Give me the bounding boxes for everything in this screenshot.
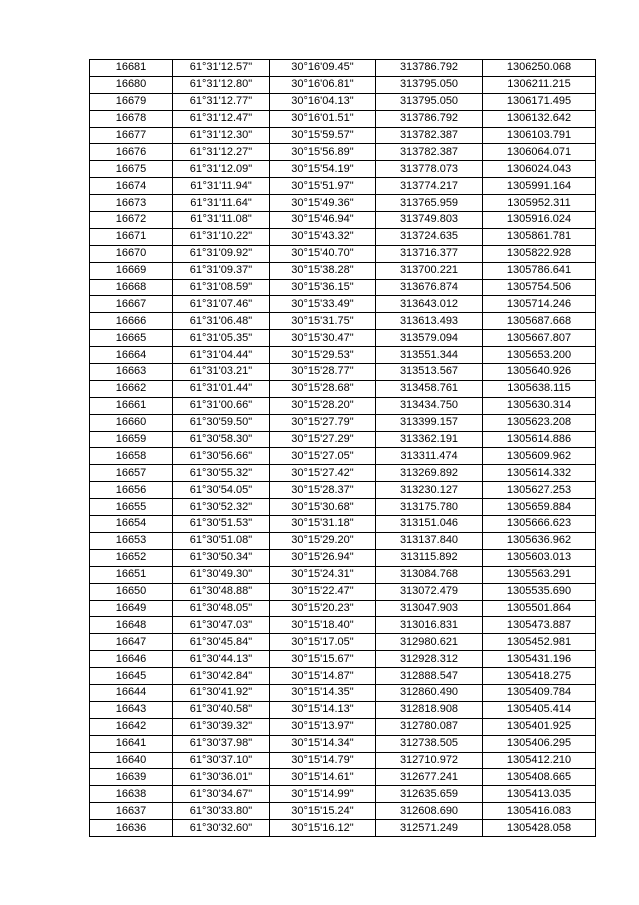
longitude-cell: 30°15'56.89" <box>270 144 376 161</box>
x-coordinate-cell: 313765.959 <box>376 195 483 212</box>
longitude-cell: 30°15'27.29" <box>270 431 376 448</box>
longitude-cell: 30°15'27.05" <box>270 448 376 465</box>
x-coordinate-cell: 312928.312 <box>376 651 483 668</box>
x-coordinate-cell: 313084.768 <box>376 566 483 583</box>
longitude-cell: 30°15'28.20" <box>270 397 376 414</box>
x-coordinate-cell: 313362.191 <box>376 431 483 448</box>
point-number-cell: 16651 <box>90 566 173 583</box>
table-row <box>90 549 596 566</box>
y-coordinate-cell: 1305401.925 <box>483 718 596 735</box>
longitude-cell: 30°15'54.19" <box>270 161 376 178</box>
longitude-cell: 30°15'59.57" <box>270 127 376 144</box>
latitude-cell: 61°30'40.58" <box>173 701 270 718</box>
latitude-cell: 61°30'52.32" <box>173 499 270 516</box>
table-row <box>90 414 596 431</box>
latitude-cell: 61°31'03.21" <box>173 364 270 381</box>
longitude-cell: 30°15'46.94" <box>270 212 376 229</box>
point-number-cell: 16663 <box>90 364 173 381</box>
y-coordinate-cell: 1306250.068 <box>483 60 596 77</box>
latitude-cell: 61°31'09.37" <box>173 262 270 279</box>
longitude-cell: 30°15'17.05" <box>270 634 376 651</box>
table-row <box>90 735 596 752</box>
longitude-cell: 30°15'30.47" <box>270 330 376 347</box>
point-number-cell: 16641 <box>90 735 173 752</box>
table-row <box>90 313 596 330</box>
latitude-cell: 61°31'12.09" <box>173 161 270 178</box>
x-coordinate-cell: 313047.903 <box>376 600 483 617</box>
coordinates-table-body <box>90 60 596 837</box>
longitude-cell: 30°15'14.87" <box>270 668 376 685</box>
table-row <box>90 60 596 77</box>
y-coordinate-cell: 1305952.311 <box>483 195 596 212</box>
x-coordinate-cell: 312818.908 <box>376 701 483 718</box>
latitude-cell: 61°31'08.59" <box>173 279 270 296</box>
x-coordinate-cell: 313551.344 <box>376 347 483 364</box>
x-coordinate-cell: 312888.547 <box>376 668 483 685</box>
table-row <box>90 769 596 786</box>
y-coordinate-cell: 1305563.291 <box>483 566 596 583</box>
x-coordinate-cell: 312738.505 <box>376 735 483 752</box>
table-row <box>90 228 596 245</box>
point-number-cell: 16669 <box>90 262 173 279</box>
x-coordinate-cell: 313269.892 <box>376 465 483 482</box>
longitude-cell: 30°15'14.99" <box>270 786 376 803</box>
point-number-cell: 16639 <box>90 769 173 786</box>
table-row <box>90 296 596 313</box>
table-row <box>90 397 596 414</box>
longitude-cell: 30°15'30.68" <box>270 499 376 516</box>
longitude-cell: 30°15'36.15" <box>270 279 376 296</box>
y-coordinate-cell: 1305640.926 <box>483 364 596 381</box>
latitude-cell: 61°30'48.88" <box>173 583 270 600</box>
table-row <box>90 279 596 296</box>
y-coordinate-cell: 1305413.035 <box>483 786 596 803</box>
x-coordinate-cell: 313782.387 <box>376 144 483 161</box>
latitude-cell: 61°30'51.08" <box>173 532 270 549</box>
x-coordinate-cell: 312571.249 <box>376 820 483 837</box>
longitude-cell: 30°15'14.13" <box>270 701 376 718</box>
longitude-cell: 30°16'06.81" <box>270 76 376 93</box>
longitude-cell: 30°15'18.40" <box>270 617 376 634</box>
y-coordinate-cell: 1305609.962 <box>483 448 596 465</box>
longitude-cell: 30°15'27.79" <box>270 414 376 431</box>
point-number-cell: 16648 <box>90 617 173 634</box>
x-coordinate-cell: 313115.892 <box>376 549 483 566</box>
x-coordinate-cell: 313782.387 <box>376 127 483 144</box>
table-row <box>90 583 596 600</box>
y-coordinate-cell: 1305627.253 <box>483 482 596 499</box>
latitude-cell: 61°31'12.27" <box>173 144 270 161</box>
x-coordinate-cell: 313795.050 <box>376 76 483 93</box>
point-number-cell: 16642 <box>90 718 173 735</box>
longitude-cell: 30°15'28.37" <box>270 482 376 499</box>
point-number-cell: 16664 <box>90 347 173 364</box>
x-coordinate-cell: 313434.750 <box>376 397 483 414</box>
table-row <box>90 76 596 93</box>
latitude-cell: 61°31'11.08" <box>173 212 270 229</box>
table-row <box>90 516 596 533</box>
table-row <box>90 701 596 718</box>
longitude-cell: 30°15'49.36" <box>270 195 376 212</box>
latitude-cell: 61°30'33.80" <box>173 803 270 820</box>
longitude-cell: 30°15'20.23" <box>270 600 376 617</box>
x-coordinate-cell: 313072.479 <box>376 583 483 600</box>
latitude-cell: 61°30'37.10" <box>173 752 270 769</box>
latitude-cell: 61°30'44.13" <box>173 651 270 668</box>
point-number-cell: 16636 <box>90 820 173 837</box>
latitude-cell: 61°30'39.32" <box>173 718 270 735</box>
table-row <box>90 110 596 127</box>
table-row <box>90 752 596 769</box>
y-coordinate-cell: 1305406.295 <box>483 735 596 752</box>
table-row <box>90 93 596 110</box>
table-row <box>90 178 596 195</box>
point-number-cell: 16675 <box>90 161 173 178</box>
x-coordinate-cell: 313749.803 <box>376 212 483 229</box>
latitude-cell: 61°30'56.66" <box>173 448 270 465</box>
point-number-cell: 16662 <box>90 380 173 397</box>
longitude-cell: 30°15'14.79" <box>270 752 376 769</box>
table-row <box>90 161 596 178</box>
table-row <box>90 482 596 499</box>
x-coordinate-cell: 313230.127 <box>376 482 483 499</box>
latitude-cell: 61°30'58.30" <box>173 431 270 448</box>
table-row <box>90 364 596 381</box>
latitude-cell: 61°30'59.50" <box>173 414 270 431</box>
x-coordinate-cell: 313579.094 <box>376 330 483 347</box>
y-coordinate-cell: 1305653.200 <box>483 347 596 364</box>
x-coordinate-cell: 312677.241 <box>376 769 483 786</box>
longitude-cell: 30°15'13.97" <box>270 718 376 735</box>
latitude-cell: 61°31'04.44" <box>173 347 270 364</box>
latitude-cell: 61°30'49.30" <box>173 566 270 583</box>
x-coordinate-cell: 313795.050 <box>376 93 483 110</box>
x-coordinate-cell: 312710.972 <box>376 752 483 769</box>
x-coordinate-cell: 313774.217 <box>376 178 483 195</box>
point-number-cell: 16654 <box>90 516 173 533</box>
y-coordinate-cell: 1305473.887 <box>483 617 596 634</box>
x-coordinate-cell: 313786.792 <box>376 60 483 77</box>
x-coordinate-cell: 313137.840 <box>376 532 483 549</box>
y-coordinate-cell: 1305666.623 <box>483 516 596 533</box>
table-row <box>90 532 596 549</box>
longitude-cell: 30°15'15.67" <box>270 651 376 668</box>
point-number-cell: 16658 <box>90 448 173 465</box>
table-row <box>90 330 596 347</box>
y-coordinate-cell: 1305786.641 <box>483 262 596 279</box>
point-number-cell: 16665 <box>90 330 173 347</box>
table-row <box>90 499 596 516</box>
latitude-cell: 61°30'48.05" <box>173 600 270 617</box>
y-coordinate-cell: 1306211.215 <box>483 76 596 93</box>
latitude-cell: 61°30'41.92" <box>173 684 270 701</box>
y-coordinate-cell: 1305659.884 <box>483 499 596 516</box>
x-coordinate-cell: 312860.490 <box>376 684 483 701</box>
y-coordinate-cell: 1305418.275 <box>483 668 596 685</box>
table-row <box>90 347 596 364</box>
latitude-cell: 61°30'47.03" <box>173 617 270 634</box>
table-row <box>90 668 596 685</box>
latitude-cell: 61°30'50.34" <box>173 549 270 566</box>
y-coordinate-cell: 1305535.690 <box>483 583 596 600</box>
y-coordinate-cell: 1305416.083 <box>483 803 596 820</box>
y-coordinate-cell: 1305861.781 <box>483 228 596 245</box>
latitude-cell: 61°31'00.66" <box>173 397 270 414</box>
longitude-cell: 30°15'15.24" <box>270 803 376 820</box>
table-row <box>90 448 596 465</box>
point-number-cell: 16646 <box>90 651 173 668</box>
y-coordinate-cell: 1305667.807 <box>483 330 596 347</box>
x-coordinate-cell: 312980.621 <box>376 634 483 651</box>
longitude-cell: 30°15'27.42" <box>270 465 376 482</box>
y-coordinate-cell: 1305623.208 <box>483 414 596 431</box>
longitude-cell: 30°15'31.75" <box>270 313 376 330</box>
table-row <box>90 127 596 144</box>
x-coordinate-cell: 312608.690 <box>376 803 483 820</box>
latitude-cell: 61°31'10.22" <box>173 228 270 245</box>
latitude-cell: 61°31'12.80" <box>173 76 270 93</box>
longitude-cell: 30°15'26.94" <box>270 549 376 566</box>
longitude-cell: 30°15'16.12" <box>270 820 376 837</box>
x-coordinate-cell: 312780.087 <box>376 718 483 735</box>
longitude-cell: 30°15'14.61" <box>270 769 376 786</box>
table-row <box>90 634 596 651</box>
table-row <box>90 617 596 634</box>
point-number-cell: 16667 <box>90 296 173 313</box>
coordinates-table <box>89 59 596 837</box>
point-number-cell: 16653 <box>90 532 173 549</box>
x-coordinate-cell: 313778.073 <box>376 161 483 178</box>
latitude-cell: 61°30'45.84" <box>173 634 270 651</box>
y-coordinate-cell: 1306024.043 <box>483 161 596 178</box>
longitude-cell: 30°16'09.45" <box>270 60 376 77</box>
table-row <box>90 786 596 803</box>
y-coordinate-cell: 1305714.246 <box>483 296 596 313</box>
x-coordinate-cell: 313399.157 <box>376 414 483 431</box>
longitude-cell: 30°15'28.77" <box>270 364 376 381</box>
longitude-cell: 30°15'40.70" <box>270 245 376 262</box>
latitude-cell: 61°30'34.67" <box>173 786 270 803</box>
latitude-cell: 61°30'42.84" <box>173 668 270 685</box>
y-coordinate-cell: 1306132.642 <box>483 110 596 127</box>
point-number-cell: 16643 <box>90 701 173 718</box>
x-coordinate-cell: 313513.567 <box>376 364 483 381</box>
point-number-cell: 16672 <box>90 212 173 229</box>
point-number-cell: 16668 <box>90 279 173 296</box>
table-row <box>90 600 596 617</box>
y-coordinate-cell: 1305636.962 <box>483 532 596 549</box>
x-coordinate-cell: 313175.780 <box>376 499 483 516</box>
latitude-cell: 61°31'12.30" <box>173 127 270 144</box>
point-number-cell: 16670 <box>90 245 173 262</box>
point-number-cell: 16655 <box>90 499 173 516</box>
table-row <box>90 380 596 397</box>
y-coordinate-cell: 1306103.791 <box>483 127 596 144</box>
table-row <box>90 431 596 448</box>
x-coordinate-cell: 313643.012 <box>376 296 483 313</box>
y-coordinate-cell: 1305428.058 <box>483 820 596 837</box>
longitude-cell: 30°16'04.13" <box>270 93 376 110</box>
point-number-cell: 16637 <box>90 803 173 820</box>
latitude-cell: 61°31'06.48" <box>173 313 270 330</box>
x-coordinate-cell: 313676.874 <box>376 279 483 296</box>
table-row <box>90 684 596 701</box>
point-number-cell: 16671 <box>90 228 173 245</box>
x-coordinate-cell: 313716.377 <box>376 245 483 262</box>
point-number-cell: 16676 <box>90 144 173 161</box>
table-row <box>90 212 596 229</box>
table-row <box>90 820 596 837</box>
point-number-cell: 16659 <box>90 431 173 448</box>
longitude-cell: 30°15'14.34" <box>270 735 376 752</box>
longitude-cell: 30°15'14.35" <box>270 684 376 701</box>
latitude-cell: 61°30'37.98" <box>173 735 270 752</box>
y-coordinate-cell: 1305614.332 <box>483 465 596 482</box>
latitude-cell: 61°30'55.32" <box>173 465 270 482</box>
latitude-cell: 61°31'12.47" <box>173 110 270 127</box>
longitude-cell: 30°15'51.97" <box>270 178 376 195</box>
y-coordinate-cell: 1305431.196 <box>483 651 596 668</box>
longitude-cell: 30°15'22.47" <box>270 583 376 600</box>
latitude-cell: 61°30'36.01" <box>173 769 270 786</box>
latitude-cell: 61°31'11.64" <box>173 195 270 212</box>
x-coordinate-cell: 313016.831 <box>376 617 483 634</box>
y-coordinate-cell: 1305614.886 <box>483 431 596 448</box>
y-coordinate-cell: 1305412.210 <box>483 752 596 769</box>
point-number-cell: 16679 <box>90 93 173 110</box>
longitude-cell: 30°15'28.68" <box>270 380 376 397</box>
latitude-cell: 61°31'12.57" <box>173 60 270 77</box>
point-number-cell: 16650 <box>90 583 173 600</box>
point-number-cell: 16647 <box>90 634 173 651</box>
y-coordinate-cell: 1305603.013 <box>483 549 596 566</box>
longitude-cell: 30°16'01.51" <box>270 110 376 127</box>
point-number-cell: 16640 <box>90 752 173 769</box>
latitude-cell: 61°30'32.60" <box>173 820 270 837</box>
point-number-cell: 16645 <box>90 668 173 685</box>
y-coordinate-cell: 1305916.024 <box>483 212 596 229</box>
x-coordinate-cell: 313458.761 <box>376 380 483 397</box>
longitude-cell: 30°15'29.53" <box>270 347 376 364</box>
table-row <box>90 651 596 668</box>
point-number-cell: 16649 <box>90 600 173 617</box>
point-number-cell: 16644 <box>90 684 173 701</box>
point-number-cell: 16666 <box>90 313 173 330</box>
table-row <box>90 144 596 161</box>
table-row <box>90 566 596 583</box>
x-coordinate-cell: 313786.792 <box>376 110 483 127</box>
y-coordinate-cell: 1305638.115 <box>483 380 596 397</box>
latitude-cell: 61°31'07.46" <box>173 296 270 313</box>
x-coordinate-cell: 313151.046 <box>376 516 483 533</box>
y-coordinate-cell: 1305630.314 <box>483 397 596 414</box>
y-coordinate-cell: 1305991.164 <box>483 178 596 195</box>
latitude-cell: 61°31'01.44" <box>173 380 270 397</box>
point-number-cell: 16680 <box>90 76 173 93</box>
longitude-cell: 30°15'31.18" <box>270 516 376 533</box>
x-coordinate-cell: 313700.221 <box>376 262 483 279</box>
y-coordinate-cell: 1306064.071 <box>483 144 596 161</box>
y-coordinate-cell: 1305501.864 <box>483 600 596 617</box>
point-number-cell: 16677 <box>90 127 173 144</box>
longitude-cell: 30°15'33.49" <box>270 296 376 313</box>
latitude-cell: 61°31'09.92" <box>173 245 270 262</box>
longitude-cell: 30°15'43.32" <box>270 228 376 245</box>
table-row <box>90 195 596 212</box>
y-coordinate-cell: 1305452.981 <box>483 634 596 651</box>
y-coordinate-cell: 1305405.414 <box>483 701 596 718</box>
latitude-cell: 61°31'05.35" <box>173 330 270 347</box>
x-coordinate-cell: 313311.474 <box>376 448 483 465</box>
y-coordinate-cell: 1305822.928 <box>483 245 596 262</box>
latitude-cell: 61°31'12.77" <box>173 93 270 110</box>
point-number-cell: 16652 <box>90 549 173 566</box>
point-number-cell: 16674 <box>90 178 173 195</box>
point-number-cell: 16681 <box>90 60 173 77</box>
y-coordinate-cell: 1305754.506 <box>483 279 596 296</box>
table-row <box>90 718 596 735</box>
x-coordinate-cell: 313724.635 <box>376 228 483 245</box>
x-coordinate-cell: 312635.659 <box>376 786 483 803</box>
latitude-cell: 61°30'54.05" <box>173 482 270 499</box>
longitude-cell: 30°15'29.20" <box>270 532 376 549</box>
longitude-cell: 30°15'24.31" <box>270 566 376 583</box>
table-row <box>90 262 596 279</box>
point-number-cell: 16678 <box>90 110 173 127</box>
x-coordinate-cell: 313613.493 <box>376 313 483 330</box>
point-number-cell: 16660 <box>90 414 173 431</box>
point-number-cell: 16657 <box>90 465 173 482</box>
y-coordinate-cell: 1306171.495 <box>483 93 596 110</box>
y-coordinate-cell: 1305409.784 <box>483 684 596 701</box>
point-number-cell: 16656 <box>90 482 173 499</box>
point-number-cell: 16638 <box>90 786 173 803</box>
latitude-cell: 61°30'51.53" <box>173 516 270 533</box>
longitude-cell: 30°15'38.28" <box>270 262 376 279</box>
y-coordinate-cell: 1305687.668 <box>483 313 596 330</box>
table-row <box>90 803 596 820</box>
latitude-cell: 61°31'11.94" <box>173 178 270 195</box>
point-number-cell: 16673 <box>90 195 173 212</box>
table-row <box>90 245 596 262</box>
table-row <box>90 465 596 482</box>
y-coordinate-cell: 1305408.665 <box>483 769 596 786</box>
point-number-cell: 16661 <box>90 397 173 414</box>
